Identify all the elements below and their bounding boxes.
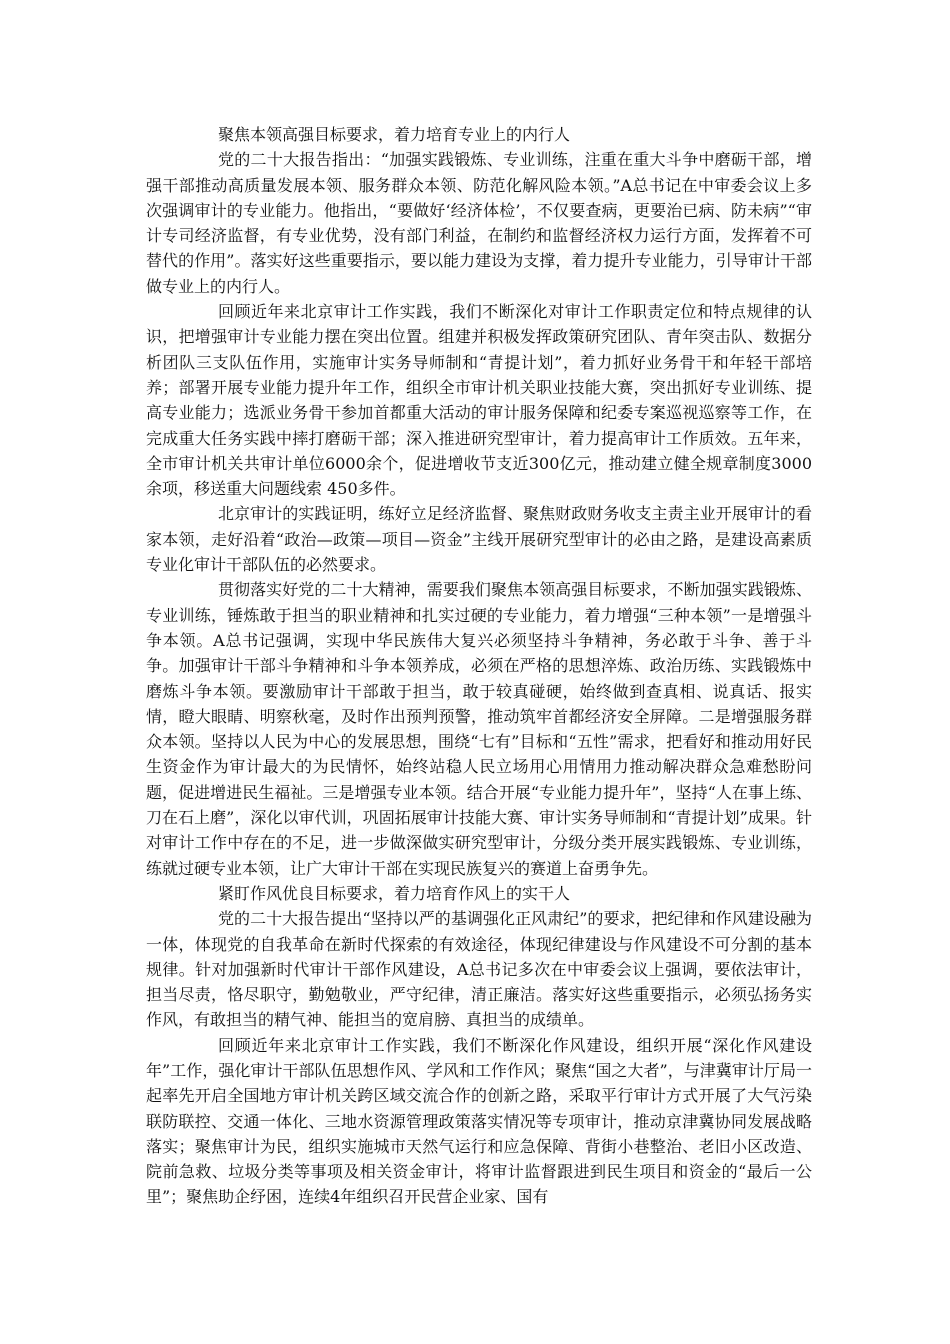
paragraph: 党的二十大报告提出“坚持以严的基调强化正风肃纪”的要求，把纪律和作风建设融为一体，体现党的自我革命在新时代探索的有效途径，体现纪律建设与作风建设不可分割的基本规律。针对加强新时代审计干部作风建设，A总书记多次在中审委会议上强调，要依法审计，担当尽责，恪尽职守，勤勉敬业，严守纪律，清正廉洁。落实好这些重要指示，必须弘扬务实作风，有敢担当的精气神、能担当的宽肩膀、真担当的成绩单。 — [146, 909, 812, 1030]
paragraph: 贯彻落实好党的二十大精神，需要我们聚焦本领高强目标要求，不断加强实践锻炼、专业训练，锤炼敢于担当的职业精神和扎实过硬的专业能力，着力增强“三种本领”一是增强斗争本领。A总书记强调，实现中华民族伟大复兴必须坚持斗争精神，务必敢于斗争、善于斗争。加强审计干部斗争精神和斗争本领养成，必须在严格的思想淬炼、政治历练、实践锻炼中磨炼斗争本领。要激励审计干部敢于担当，敢于较真碰硬，始终做到查真相、说真话、报实情，瞪大眼睛、明察秋毫，及时作出预判预警，推动筑牢首都经济安全屏障。二是增强服务群众本领。坚持以人民为中心的发展思想，围绕“七有”目标和“五性”需求，把看好和推动用好民生资金作为审计最大的为民情怀，始终站稳人民立场用心用情用力推动解决群众急难愁盼问题，促进增进民生福祉。三是增强专业本领。结合开展“专业能力提升年”，坚持“人在事上练、刀在石上磨”，深化以审代训，巩固拓展审计技能大赛、审计实务导师制和“青提计划”成果。针对审计工作中存在的不足，进一步做深做实研究型审计，分级分类开展实践锻炼、专业训练，练就过硬专业本领，让广大审计干部在实现民族复兴的赛道上奋勇争先。 — [146, 580, 812, 878]
paragraph: 回顾近年来北京审计工作实践，我们不断深化对审计工作职责定位和特点规律的认识，把增强审计专业能力摆在突出位置。组建并积极发挥政策研究团队、青年突击队、数据分析团队三支队伍作用，实施审计实务导师制和“青提计划”，着力抓好业务骨干和年轻干部培养；部署开展专业能力提升年工作，组织全市审计机关职业技能大赛，突出抓好专业训练、提高专业能力；选派业务骨干参加首都重大活动的审计服务保障和纪委专案巡视巡察等工作，在完成重大任务实践中摔打磨砺干部；深入推进研究型审计，着力提高审计工作质效。五年来，全市审计机关共审计单位6000余个，促进增收节支近300亿元，推动建立健全规章制度3000余项，移送重大问题线索 450多件。 — [146, 302, 812, 499]
section-heading-2: 紧盯作风优良目标要求，着力培育作风上的实干人 — [218, 883, 571, 903]
document-body — [146, 122, 812, 1210]
paragraph: 党的二十大报告指出：“加强实践锻炼、专业训练，注重在重大斗争中磨砺干部，增强干部推动高质量发展本领、服务群众本领、防范化解风险本领。”A总书记在中审委会议上多次强调审计的专业能力。他指出，“要做好‘经济体检’，不仅要查病，更要治已病、防未病”“审计专司经济监督，有专业优势，没有部门利益，在制约和监督经济权力运行方面，发挥着不可替代的作用”。落实好这些重要指示，要以能力建设为支撑，着力提升专业能力，引导审计干部做专业上的内行人。 — [146, 150, 812, 296]
paragraph: 回顾近年来北京审计工作实践，我们不断深化作风建设，组织开展“深化作风建设年”工作，强化审计干部队伍思想作风、学风和工作作风；聚焦“国之大者”，与津冀审计厅局一起率先开启全国地方审计机关跨区域交流合作的创新之路，采取平行审计方式开展了大气污染联防联控、交通一体化、三地水资源管理政策落实情况等专项审计，推动京津冀协同发展战略落实；聚焦审计为民，组织实施城市天然气运行和应急保障、背街小巷整治、老旧小区改造、院前急救、垃圾分类等事项及相关资金审计，将审计监督跟进到民生项目和资金的“最后一公里”；聚焦助企纾困，连续4年组织召开民营企业家、国有 — [146, 1035, 812, 1207]
paragraph: 北京审计的实践证明，练好立足经济监督、聚焦财政财务收支主责主业开展审计的看家本领，走好沿着“政治—政策—项目—资金”主线开展研究型审计的必由之路，是建设高素质专业化审计干部队伍的必然要求。 — [146, 504, 812, 575]
section-heading-1: 聚焦本领高强目标要求，着力培育专业上的内行人 — [218, 125, 571, 144]
